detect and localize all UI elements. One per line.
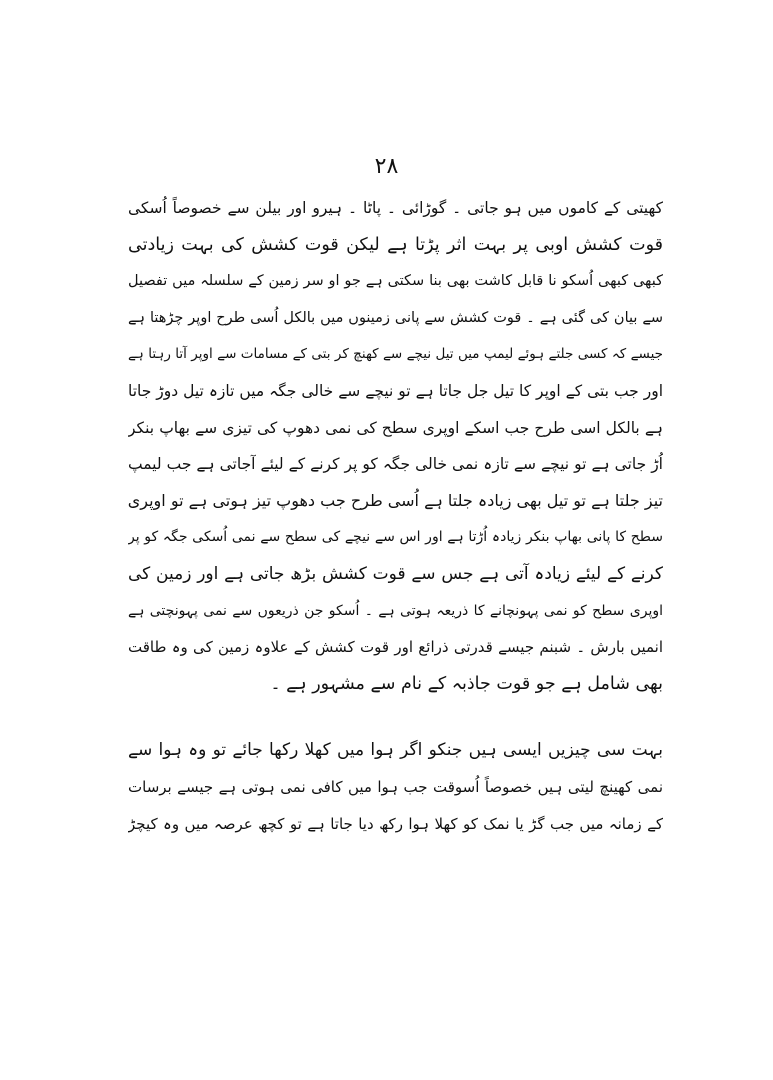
text-line: بہت سی چیزیں ایسی ہیں جنکو اگر ہوا میں کھلا رکھا جائے تو وہ ہوا سے [128, 740, 663, 761]
text-line: اوپری سطح کو نمی پہونچانے کا ذریعہ ہوتی ہے ۔ اُسکو جن ذریعوں سے نمی پہونچتی ہے [128, 602, 663, 619]
text-line: انمیں بارش ۔ شبنم جیسے قدرتی ذرائع اور قوت کشش کے علاوہ زمین کی وہ طاقت [128, 638, 663, 657]
text-line: نمی کھینچ لیتی ہیں خصوصاً اُسوقت جب ہوا میں کافی نمی ہوتی ہے جیسے برسات [128, 777, 663, 796]
text-line: کھیتی کے کاموں میں ہو جاتی ۔ گوڑائی ۔ پاٹا ۔ ہیرو اور بیلن سے خصوصاً اُسکی [128, 199, 663, 217]
text-line: اُڑ جاتی ہے تو نیچے سے تازہ نمی خالی جگہ کو پر کرنے کے لیئے آجاتی ہے جب لیمپ [128, 455, 663, 474]
text-line: کے زمانہ میں جب گڑ یا نمک کو کھلا ہوا رکھ دیا جاتا ہے تو کچھ عرصہ میں وہ کیچڑ [128, 814, 663, 833]
text-line: ہے بالکل اسی طرح جب اسکے اوپری سطح کی نمی دھوپ کی تیزی سے بھاپ بنکر [128, 418, 663, 437]
text-line: کرنے کے لیئے زیادہ آتی ہے جس سے قوت کشش بڑھ جاتی ہے اور زمین کی [128, 563, 663, 584]
text-line: سطح کا پانی بھاپ بنکر زیادہ اُڑتا ہے اور اس سے نیچے کی سطح سے نمی اُسکی جگہ کو پر [128, 529, 663, 546]
text-line: قوت کشش اوبی پر بہت اثر پڑتا ہے لیکن قوت کشش کی بہت زیادتی [128, 234, 663, 255]
text-line: جیسے کہ کسی جلتے ہوئے لیمپ میں تیل نیچے سے کھنچ کر بتی کے مسامات سے اوپر آتا رہتا ہے [128, 346, 663, 363]
text-line: بھی شامل ہے جو قوت جاذبہ کے نام سے مشہور ہے ۔ [270, 673, 663, 694]
text-line: تیز جلتا ہے تو تیل بھی زیادہ جلتا ہے اُسی طرح جب دھوپ تیز ہوتی ہے تو اوپری [128, 490, 663, 510]
body-text [128, 190, 663, 842]
text-line: سے بیان کی گئی ہے ۔ قوت کشش سے پانی زمینوں میں بالکل اُسی طرح اوپر چڑھتا ہے [128, 309, 663, 326]
text-line: اور جب بتی کے اوپر کا تیل جل جاتا ہے تو نیچے سے خالی جگہ میں تازہ تیل دوڑ جاتا [128, 381, 663, 400]
page-number: ۲۸ [374, 154, 399, 179]
text-line: کبھی کبھی اُسکو نا قابل کاشت بھی بنا سکتی ہے جو او سر زمین کے سلسلہ میں تفصیل [128, 273, 663, 290]
paragraph-gap [128, 702, 663, 732]
